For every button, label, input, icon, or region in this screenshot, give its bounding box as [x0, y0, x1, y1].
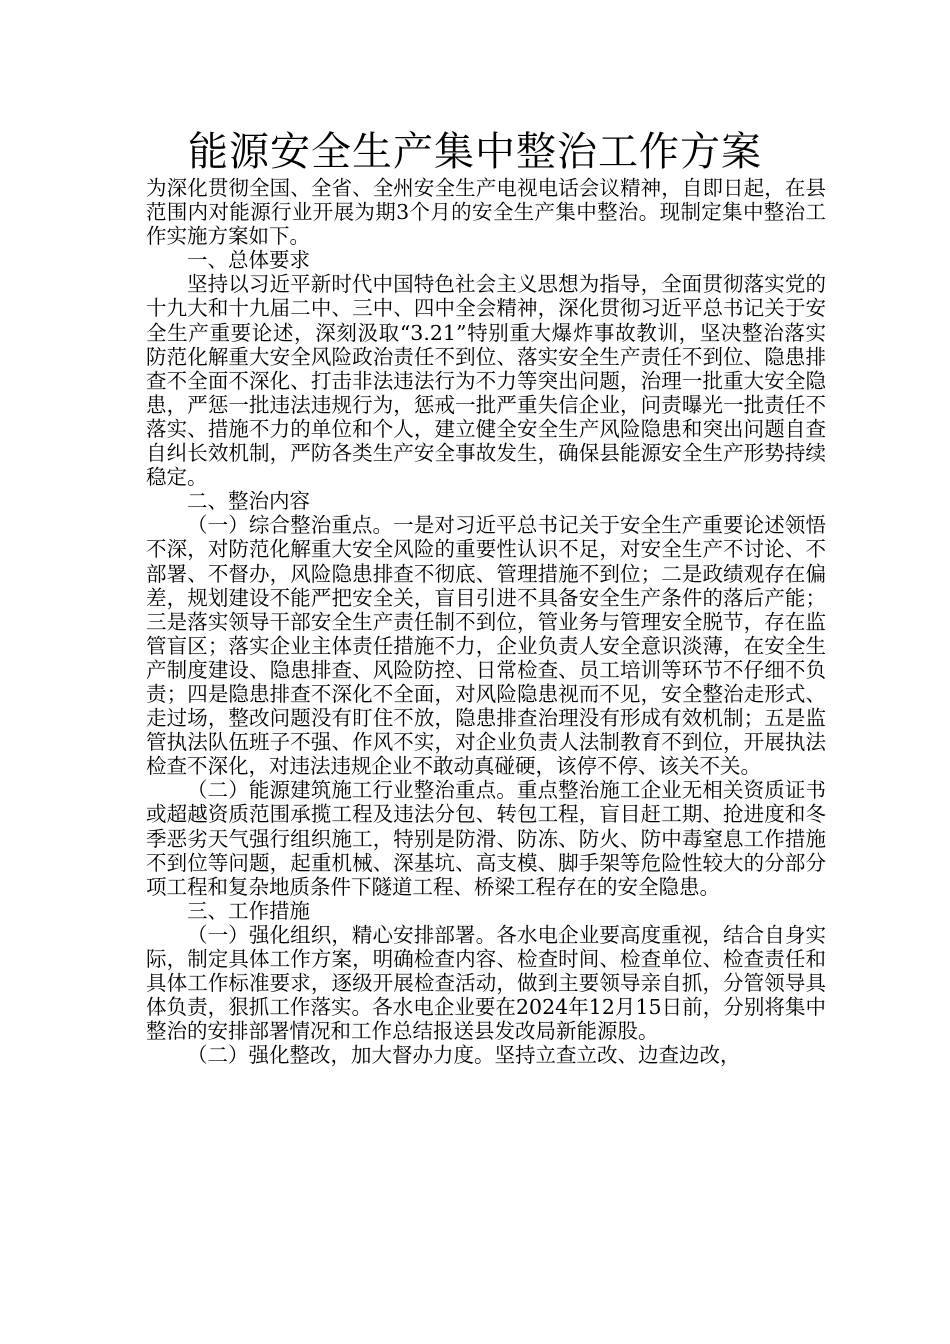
construction-focus-paragraph: （二）能源建筑施工行业整治重点。重点整治施工企业无相关资质证书或超越资质范围承揽工程及违法分包、转包工程，盲目赶工期、抢进度和冬季恶劣天气强行组织施工，特别是防滑、防冻、防火、防中毒窒息工作措施不到位等问题，起重机械、深基坑、高支模、脚手架等危险性较大的分部分项工程和复杂地质条件下隧道工程、桥梁工程存在的安全隐患。: [146, 778, 826, 899]
rectification-measure-paragraph: （二）强化整改，加大督办力度。坚持立查立改、边查边改，: [187, 1043, 741, 1068]
intro-paragraph: 为深化贯彻全国、全省、全州安全生产电视电话会议精神，自即日起，在县范围内对能源行业开展为期3个月的安全生产集中整治。现制定集中整治工作实施方案如下。: [146, 176, 826, 249]
comprehensive-focus-paragraph: （一）综合整治重点。一是对习近平总书记关于安全生产重要论述领悟不深，对防范化解重大安全风险的重要性认识不足，对安全生产不讨论、不部署、不督办，风险隐患排查不彻底、管理措施不到位；二是政绩观存在偏差，规划建设不能严把安全关，盲目引进不具备安全生产条件的落后产能；三是落实领导干部安全生产责任制不到位，管业务与管理安全脱节，存在监管盲区；落实企业主体责任措施不力，企业负责人安全意识淡薄，在安全生产制度建设、隐患排查、风险防控、日常检查、员工培训等环节不仔细不负责；四是隐患排查不深化不全面，对风险隐患视而不见，安全整治走形式、走过场，整改问题没有盯住不放，隐患排查治理没有形成有效机制；五是监管执法队伍班子不强、作风不实，对企业负责人法制教育不到位，开展执法检查不深化，对违法违规企业不敢动真碰硬，该停不停、该关不关。: [146, 513, 826, 779]
section-heading-general-requirements: 一、总体要求: [187, 248, 310, 273]
section-heading-work-measures: 三、工作措施: [187, 898, 310, 923]
document-body: [146, 176, 826, 1067]
organization-measure-paragraph: （一）强化组织，精心安排部署。各水电企业要高度重视，结合自身实际，制定具体工作方案，明确检查内容、检查时间、检查单位、检查责任和具体工作标准要求，逐级开展检查活动，做到主要领导亲自抓，分管领导具体负责，狠抓工作落实。各水电企业要在2024年12月15日前，分别将集中整治的安排部署情况和工作总结报送县发改局新能源股。: [146, 922, 826, 1044]
document-title: 能源安全生产集中整治工作方案: [188, 129, 762, 175]
section-heading-rectification-content: 二、整治内容: [187, 489, 310, 514]
general-requirements-paragraph: 坚持以习近平新时代中国特色社会主义思想为指导，全面贯彻落实党的十九大和十九届二中、三中、四中全会精神，深化贯彻习近平总书记关于安全生产重要论述，深刻汲取“3.21”特别重大爆炸事故教训，坚决整治落实防范化解重大安全风险政治责任不到位、落实安全生产责任不到位、隐患排查不全面不深化、打击非法违法行为不力等突出问题，治理一批重大安全隐患，严惩一批违法违规行为，惩戒一批严重失信企业，问责曝光一批责任不落实、措施不力的单位和个人，建立健全安全生产风险隐患和突出问题自查自纠长效机制，严防各类生产安全事故发生，确保县能源安全生产形势持续稳定。: [146, 272, 826, 490]
